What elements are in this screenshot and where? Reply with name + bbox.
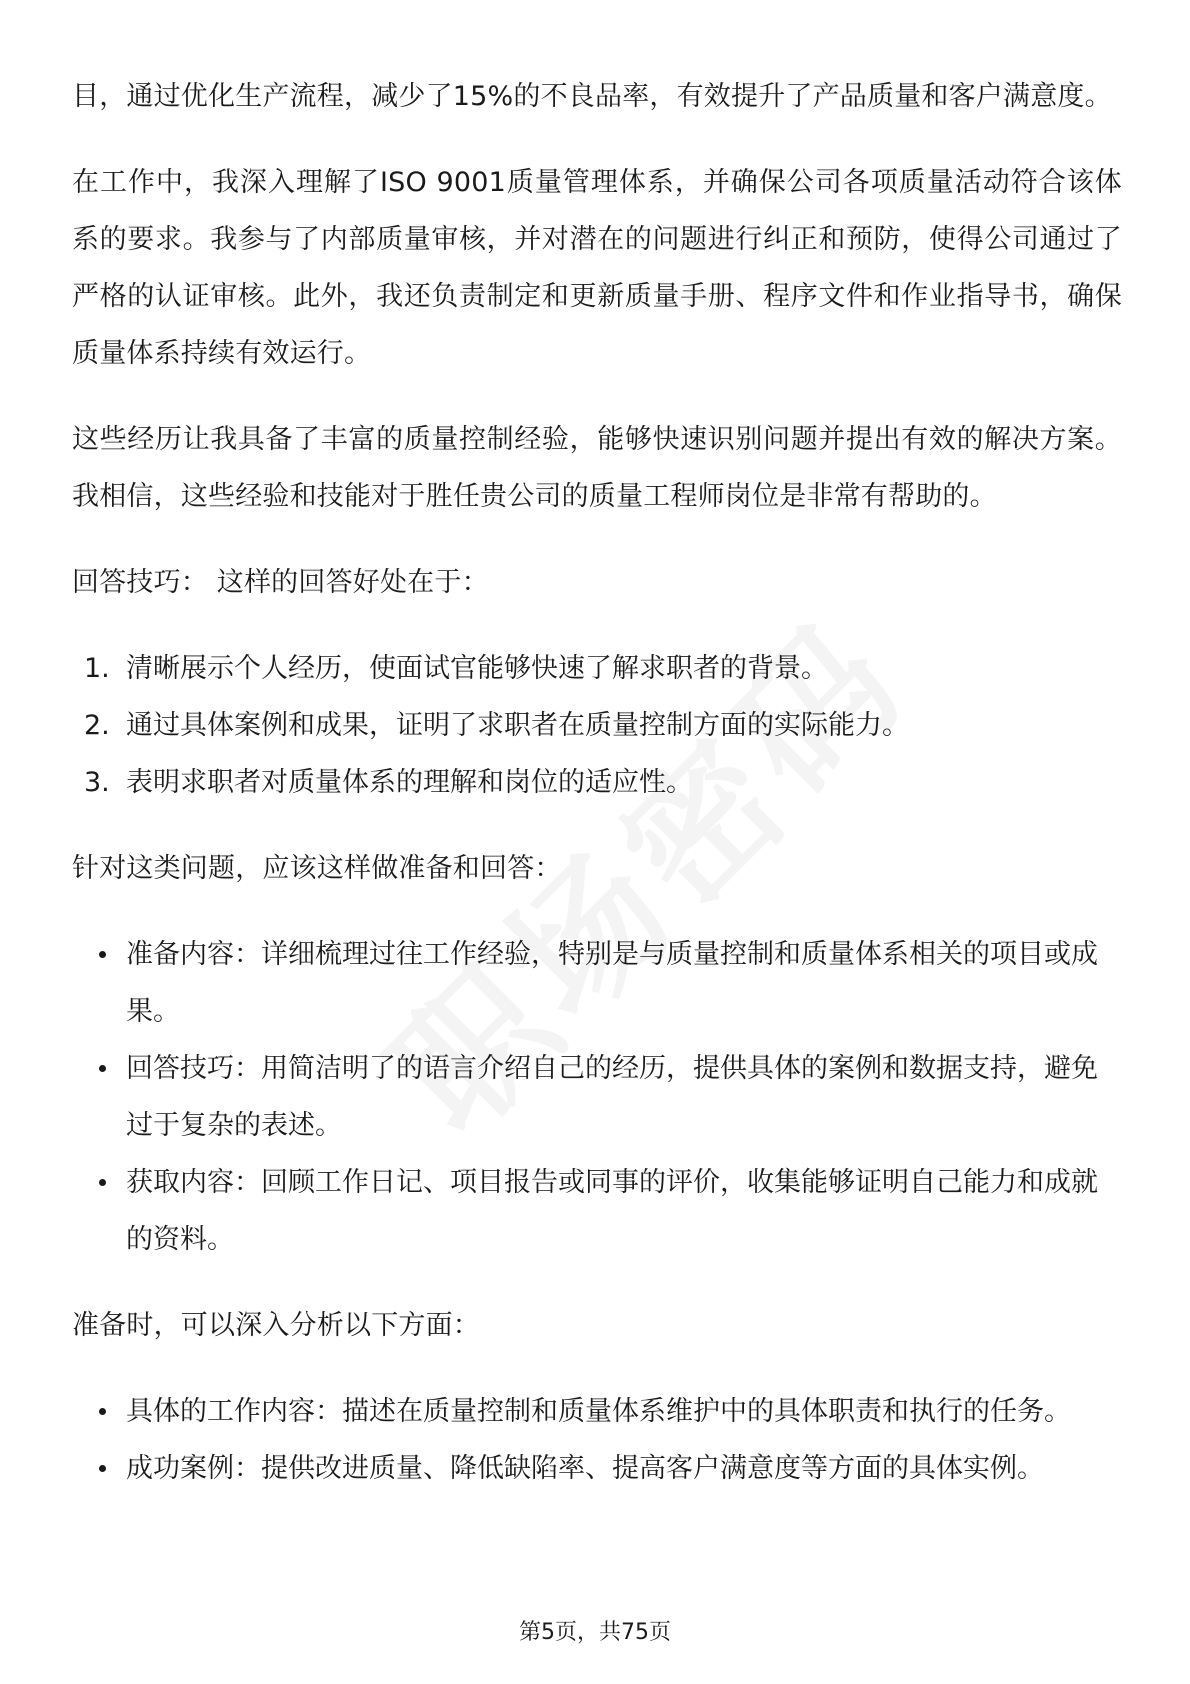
paragraph-iso9001: 在工作中，我深入理解了ISO 9001质量管理体系，并确保公司各项质量活动符合该体系的要求。我参与了内部质量审核，并对潜在的问题进行纠正和预防，使得公司通过了严格的认证审核。此外，我还负责制定和更新质量手册、程序文件和作业指导书，确保质量体系持续有效运行。 xyxy=(72,167,1122,369)
list-item-text: 获取内容：回顾工作日记、项目报告或同事的评价，收集能够证明自己能力和成就的资料。 xyxy=(126,1167,1098,1255)
bullet-icon xyxy=(99,1465,106,1472)
list-item xyxy=(72,1040,1122,1154)
list-item xyxy=(72,697,1122,754)
list-item-text: 表明求职者对质量体系的理解和岗位的适应性。 xyxy=(126,767,693,798)
prep-bullet-list xyxy=(72,926,1122,1268)
bullet-icon xyxy=(99,1065,106,1072)
list-item-text: 具体的工作内容：描述在质量控制和质量体系维护中的具体职责和执行的任务。 xyxy=(126,1396,1071,1427)
list-item xyxy=(72,640,1122,697)
benefits-numbered-list xyxy=(72,640,1122,811)
list-item-text: 清晰展示个人经历，使面试官能够快速了解求职者的背景。 xyxy=(126,653,828,684)
list-item xyxy=(72,1440,1122,1497)
list-item xyxy=(72,926,1122,1040)
list-number: 2. xyxy=(84,710,110,741)
paragraph-continuation: 目，通过优化生产流程，减少了15%的不良品率，有效提升了产品质量和客户满意度。 xyxy=(72,81,1112,112)
bullet-icon xyxy=(99,951,106,958)
analysis-heading: 准备时，可以深入分析以下方面： xyxy=(72,1310,480,1341)
list-number: 1. xyxy=(84,653,110,684)
list-item-text: 准备内容：详细梳理过往工作经验，特别是与质量控制和质量体系相关的项目或成果。 xyxy=(126,939,1098,1027)
list-number: 3. xyxy=(84,767,110,798)
list-item-text: 成功案例：提供改进质量、降低缺陷率、提高客户满意度等方面的具体实例。 xyxy=(126,1453,1044,1484)
list-item-text: 回答技巧：用简洁明了的语言介绍自己的经历，提供具体的案例和数据支持，避免过于复杂的表述。 xyxy=(126,1053,1098,1141)
answer-tips-heading: 回答技巧： 这样的回答好处在于： xyxy=(72,567,489,598)
page-number-footer: 第5页，共75页 xyxy=(519,1620,671,1645)
list-item xyxy=(72,754,1122,811)
analysis-bullet-list xyxy=(72,1383,1122,1497)
bullet-icon xyxy=(99,1408,106,1415)
prep-heading: 针对这类问题，应该这样做准备和回答： xyxy=(72,853,562,884)
bullet-icon xyxy=(99,1179,106,1186)
paragraph-summary: 这些经历让我具备了丰富的质量控制经验，能够快速识别问题并提出有效的解决方案。我相信，这些经验和技能对于胜任贵公司的质量工程师岗位是非常有帮助的。 xyxy=(72,424,1122,512)
page-content xyxy=(72,68,1122,1526)
list-item-text: 通过具体案例和成果，证明了求职者在质量控制方面的实际能力。 xyxy=(126,710,909,741)
list-item xyxy=(72,1154,1122,1268)
list-item xyxy=(72,1383,1122,1440)
